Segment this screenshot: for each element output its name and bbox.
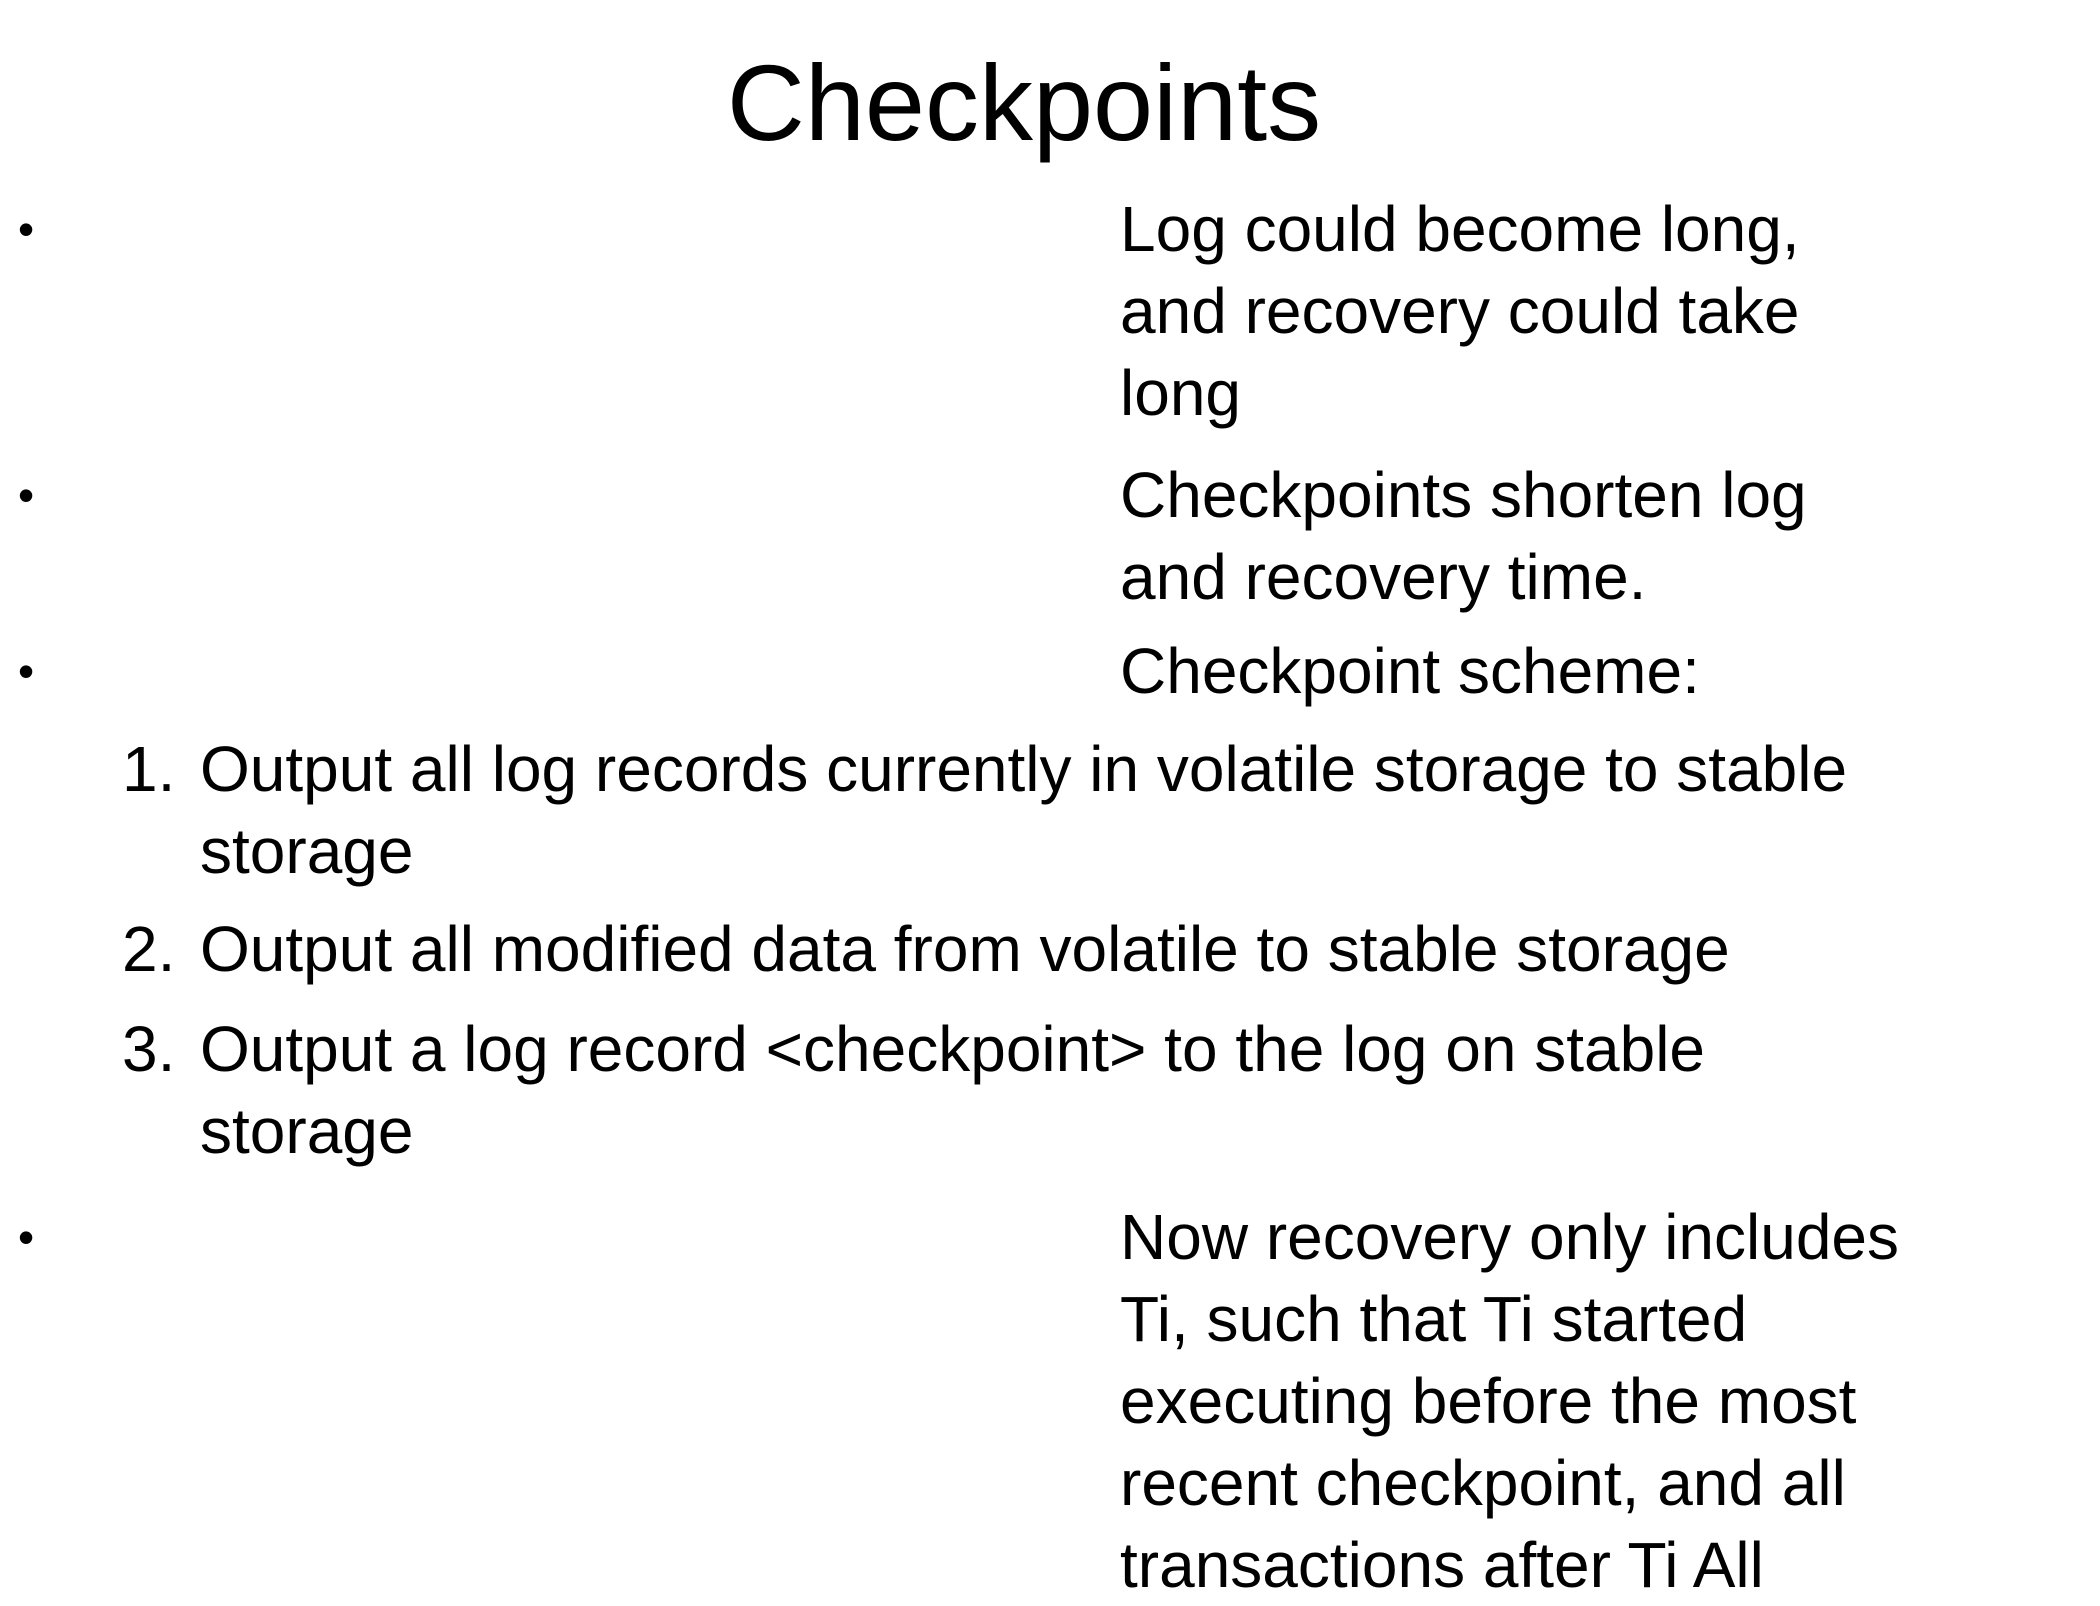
bullet-text-now-recovery: Now recovery only includes Ti, such that Ti started executing before the most recent checkpoint, and all transactions after Ti All — [1120, 1201, 1899, 1601]
bullet-marker: • — [18, 1211, 35, 1263]
bullet-marker: • — [18, 469, 35, 521]
step-number: 1. — [122, 733, 176, 805]
step-number: 3. — [122, 1013, 176, 1085]
bullet-text-log-long: Log could become long, and recovery could take long — [1120, 193, 1800, 429]
step-text: Output all modified data from volatile to stable storage — [200, 913, 1730, 985]
step-text: Output a log record <checkpoint> to the log on stable storage — [200, 1013, 1705, 1167]
bullet-marker: • — [18, 203, 35, 255]
slide-title: Checkpoints — [726, 42, 1322, 163]
bullet-text-checkpoint-scheme: Checkpoint scheme: — [1120, 635, 1700, 707]
bullet-marker: • — [18, 645, 35, 697]
bullet-text-checkpoints-shorten: Checkpoints shorten log and recovery time. — [1120, 459, 1807, 613]
step-number: 2. — [122, 913, 176, 985]
step-text: Output all log records currently in volatile storage to stable storage — [200, 733, 1848, 887]
